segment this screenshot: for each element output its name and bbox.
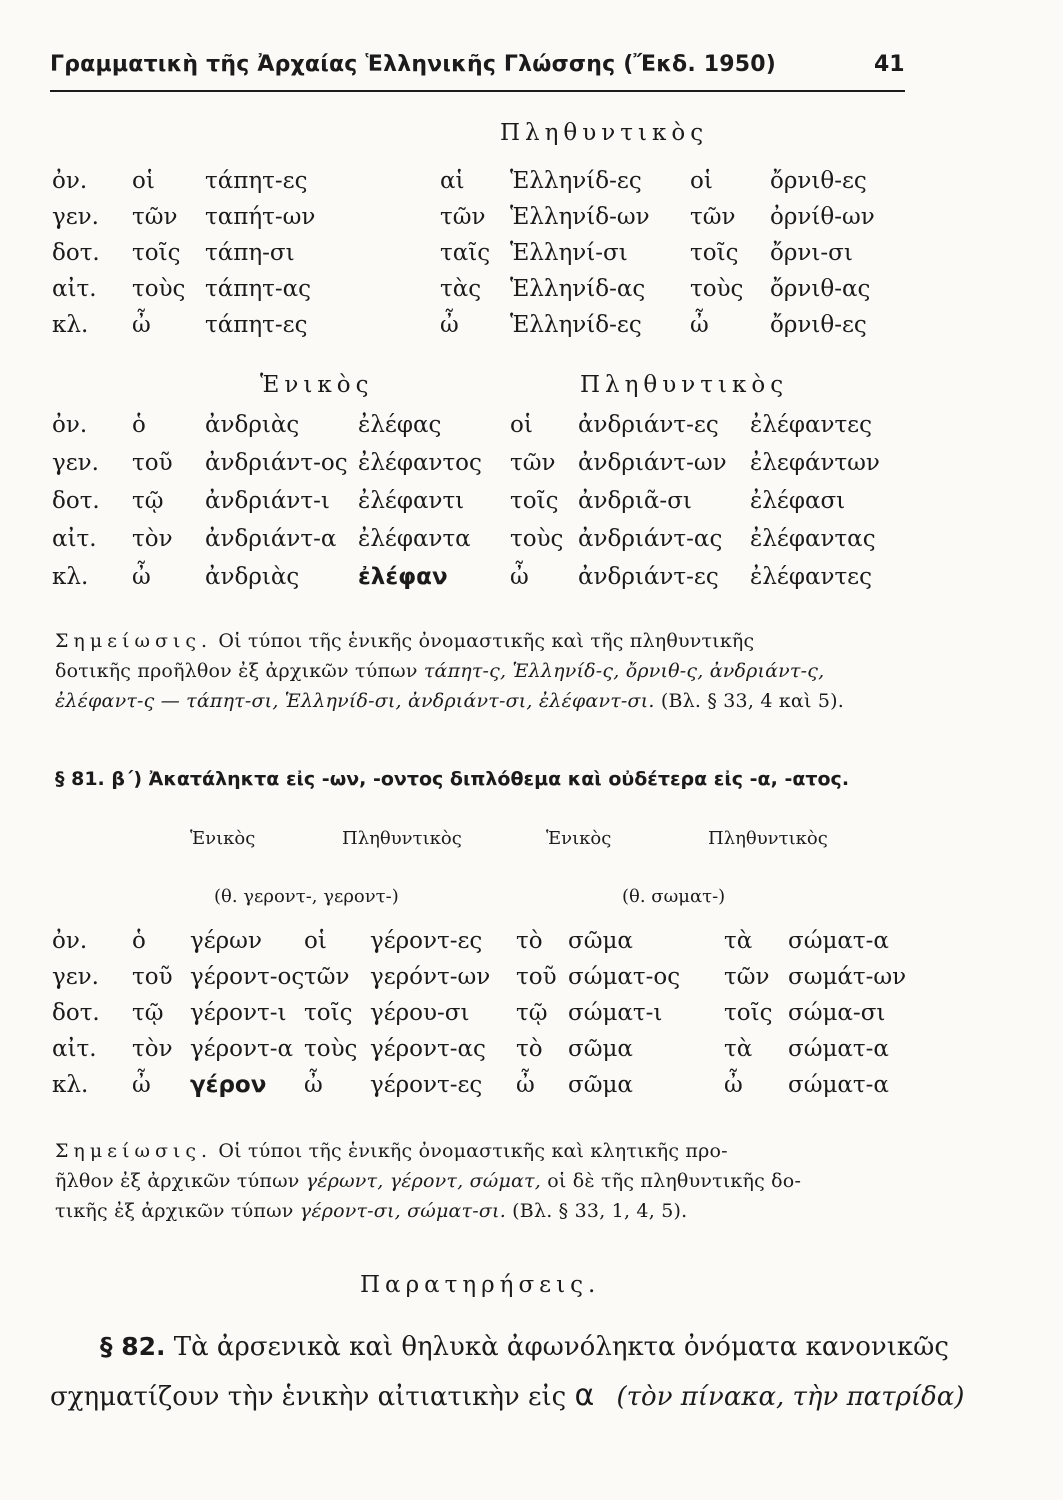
t3-cell: γερόντ-ων <box>370 964 491 990</box>
t2-cell: τῶν <box>510 450 556 476</box>
t1-cell: ὀρνίθ-ων <box>770 204 875 230</box>
table2-heading-plural: Πληθυντικὸς <box>580 372 789 398</box>
t2-cell: ὀν. <box>52 412 88 438</box>
running-header-title: Γραμματικὴ τῆς Ἀρχαίας Ἑλληνικῆς Γλώσσης (Ἔκδ. 1950) <box>50 52 777 77</box>
note2-line2 <box>55 1170 801 1192</box>
t3-cell: γέρου-σι <box>370 1000 470 1026</box>
t2-cell: ἀνδριάντ-ας <box>578 526 723 552</box>
t2-cell: ὦ <box>132 564 151 590</box>
table3-heading-4: Πληθυντικὸς <box>708 828 828 849</box>
t1-cell: τοῖς <box>690 240 739 266</box>
table3-heading-3: Ἑνικὸς <box>546 828 612 849</box>
header-rule <box>50 90 905 92</box>
t2-cell: ἀνδριάντ-ος <box>205 450 348 476</box>
t3-cell: γέρων <box>190 928 262 954</box>
t3-cell: τοῦ <box>516 964 557 990</box>
t1-cell: τῶν <box>132 204 178 230</box>
t3-cell: τοὺς <box>304 1036 358 1062</box>
t3-cell: σῶμα <box>568 928 633 954</box>
t3-cell: γέροντ-α <box>190 1036 294 1062</box>
t1-cell: τῶν <box>690 204 736 230</box>
note1-text1: Οἱ τύποι τῆς ἑνικῆς ὀνομαστικῆς καὶ τῆς πληθυντικῆς <box>218 630 755 652</box>
section-82-text2a: σχηματίζουν τὴν ἑνικὴν αἰτιατικὴν εἰς <box>50 1382 575 1412</box>
t3-cell: σώματ-ι <box>568 1000 663 1026</box>
t1-cell: δοτ. <box>52 240 100 266</box>
t2-cell: ἐλέφασι <box>750 488 846 514</box>
t3-cell: τὰ <box>724 928 753 954</box>
t1-cell: Ἑλληνίδ-ων <box>510 204 650 230</box>
t3-cell: γέροντ-ι <box>190 1000 287 1026</box>
t1-cell: γεν. <box>52 204 99 230</box>
t2-cell: ἐλέφαντος <box>358 450 482 476</box>
table2-heading-singular: Ἑνικὸς <box>260 372 374 398</box>
observations-heading: Παρατηρήσεις. <box>360 1272 601 1298</box>
t3-cell: οἱ <box>304 928 327 954</box>
t3-cell: σώματ-α <box>788 1072 889 1098</box>
note1-text2b: τάπητ-ς, Ἑλληνίδ-ς, ὄρνιθ-ς, ἀνδριάντ-ς, <box>423 660 825 682</box>
note2-line1 <box>55 1140 728 1162</box>
t1-cell: τάπητ-ες <box>205 168 308 194</box>
t2-cell: ἐλέφαντας <box>750 526 876 552</box>
note1-line2 <box>55 660 824 682</box>
t1-cell: τοῖς <box>132 240 181 266</box>
t2-cell: τῷ <box>132 488 164 514</box>
t3-cell: γέροντ-ος <box>190 964 305 990</box>
note2-text2b: γέρωντ, γέροντ, σώματ, <box>305 1170 541 1192</box>
table3-heading-1: Ἑνικὸς <box>190 828 256 849</box>
section-82-text1: Τὰ ἀρσενικὰ καὶ θηλυκὰ ἀφωνόληκτα ὀνόματα κανονικῶς <box>173 1332 949 1362</box>
t1-cell: ὦ <box>690 312 709 338</box>
t2-cell: ἀνδριάντ-ες <box>578 564 719 590</box>
t1-cell: τῶν <box>440 204 486 230</box>
t2-cell: οἱ <box>510 412 533 438</box>
t1-cell: αἱ <box>440 168 465 194</box>
note2-text2c: οἱ δὲ τῆς πληθυντικῆς δο- <box>541 1170 802 1192</box>
table3-theme-1: (θ. γεροντ-, γεροντ-) <box>214 886 399 907</box>
table3-heading-2: Πληθυντικὸς <box>342 828 462 849</box>
t3-cell: σωμάτ-ων <box>788 964 907 990</box>
t2-cell: ἐλέφαντες <box>750 564 872 590</box>
note2-text1: Οἱ τύποι τῆς ἑνικῆς ὀνομαστικῆς καὶ κλητικῆς προ- <box>218 1140 728 1162</box>
t1-cell: κλ. <box>52 312 89 338</box>
t2-cell: γεν. <box>52 450 99 476</box>
t1-cell: Ἑλληνίδ-ας <box>510 276 646 302</box>
t3-cell: τοῖς <box>724 1000 773 1026</box>
t1-cell: ὀν. <box>52 168 88 194</box>
t3-cell: σώματ-ος <box>568 964 681 990</box>
note1-text3a: ἐλέφαντ-ς — τάπητ-σι, Ἑλληνίδ-σι, ἀνδριάντ-σι, ἐλέφαντ-σι. <box>55 690 655 712</box>
t3-cell: τοῦ <box>132 964 173 990</box>
t1-cell: ὄρνιθ-ας <box>770 276 871 302</box>
t3-cell: γέροντ-ες <box>370 928 483 954</box>
note2-text3b: γέροντ-σι, σώματ-σι. <box>299 1200 506 1222</box>
t3-cell: τὸν <box>132 1036 173 1062</box>
t2-cell: ἀνδριὰς <box>205 564 300 590</box>
t1-cell: ὦ <box>132 312 151 338</box>
note1-text3b: (Βλ. § 33, 4 καὶ 5). <box>654 690 844 712</box>
note1-text2a: δοτικῆς προῆλθον ἐξ ἀρχικῶν τύπων <box>55 660 424 682</box>
note2-label: Σημείωσις. <box>55 1140 213 1162</box>
t2-cell: ἐλέφαν <box>358 564 448 590</box>
section-82-line2 <box>50 1378 964 1413</box>
t1-cell: οἱ <box>690 168 713 194</box>
section-82-number: § 82. <box>100 1332 166 1361</box>
t2-cell: ἀνδριάντ-ων <box>578 450 727 476</box>
t3-cell: τὸ <box>516 928 543 954</box>
t2-cell: ἀνδριάντ-ες <box>578 412 719 438</box>
t3-cell: τὸ <box>516 1036 543 1062</box>
t2-cell: ἀνδριὰς <box>205 412 300 438</box>
t3-cell: γέρον <box>190 1072 267 1098</box>
t3-cell: τοῖς <box>304 1000 353 1026</box>
t1-cell: ὄρνιθ-ες <box>770 312 867 338</box>
t2-cell: κλ. <box>52 564 89 590</box>
note2-text2a: ῆλθον ἐξ ἀρχικῶν τύπων <box>55 1170 306 1192</box>
t3-cell: τῷ <box>516 1000 548 1026</box>
t1-cell: τοὺς <box>690 276 744 302</box>
t3-cell: δοτ. <box>52 1000 100 1026</box>
t1-cell: οἱ <box>132 168 155 194</box>
t2-cell: τοῖς <box>510 488 559 514</box>
table1-heading: Πληθυντικὸς <box>500 120 709 146</box>
t3-cell: τῶν <box>304 964 350 990</box>
t3-cell: ὦ <box>304 1072 323 1098</box>
note1-line1 <box>55 630 754 652</box>
t3-cell: ὦ <box>132 1072 151 1098</box>
t1-cell: ταῖς <box>440 240 491 266</box>
t2-cell: ἀνδριᾶ-σι <box>578 488 692 514</box>
t2-cell: ἀνδριάντ-α <box>205 526 337 552</box>
t3-cell: ὁ <box>132 928 146 954</box>
t2-cell: τοῦ <box>132 450 173 476</box>
t3-cell: σώμα-σι <box>788 1000 886 1026</box>
t1-cell: τοὺς <box>132 276 186 302</box>
t3-cell: τῶν <box>724 964 770 990</box>
table3-theme-2: (θ. σωματ-) <box>622 886 726 907</box>
t3-cell: ὦ <box>516 1072 535 1098</box>
t1-cell: αἰτ. <box>52 276 97 302</box>
t1-cell: τὰς <box>440 276 482 302</box>
t1-cell: ταπήτ-ων <box>205 204 316 230</box>
t3-cell: σῶμα <box>568 1036 633 1062</box>
note2-text3a: τικῆς ἐξ ἀρχικῶν τύπων <box>55 1200 300 1222</box>
t2-cell: ὦ <box>510 564 529 590</box>
t1-cell: ὄρνιθ-ες <box>770 168 867 194</box>
t2-cell: δοτ. <box>52 488 100 514</box>
t3-cell: ὦ <box>724 1072 743 1098</box>
t3-cell: γεν. <box>52 964 99 990</box>
t2-cell: τοὺς <box>510 526 564 552</box>
section-82-text2c: (τὸν πίνακα, τὴν πατρίδα) <box>616 1382 965 1412</box>
t1-cell: τάπητ-ες <box>205 312 308 338</box>
note2-line3 <box>55 1200 687 1222</box>
section-82-line1 <box>100 1332 949 1362</box>
t2-cell: ἐλέφαντι <box>358 488 465 514</box>
t1-cell: τάπη-σι <box>205 240 295 266</box>
t3-cell: σώματ-α <box>788 1036 889 1062</box>
t3-cell: ὀν. <box>52 928 88 954</box>
t2-cell: ἐλέφαντες <box>750 412 872 438</box>
t2-cell: ὁ <box>132 412 146 438</box>
t2-cell: ἐλέφας <box>358 412 442 438</box>
t3-cell: γέροντ-ες <box>370 1072 483 1098</box>
t3-cell: σώματ-α <box>788 928 889 954</box>
t2-cell: ἐλεφάντων <box>750 450 880 476</box>
note1-line3 <box>55 690 844 712</box>
t3-cell: γέροντ-ας <box>370 1036 486 1062</box>
t3-cell: αἰτ. <box>52 1036 97 1062</box>
t1-cell: ὦ <box>440 312 459 338</box>
t2-cell: τὸν <box>132 526 173 552</box>
t1-cell: Ἑλληνί-σι <box>510 240 628 266</box>
t2-cell: αἰτ. <box>52 526 97 552</box>
t2-cell: ἀνδριάντ-ι <box>205 488 330 514</box>
section-82-text2b: α <box>574 1378 595 1413</box>
t1-cell: ὄρνι-σι <box>770 240 853 266</box>
t1-cell: Ἑλληνίδ-ες <box>510 168 642 194</box>
note2-text3c: (Βλ. § 33, 1, 4, 5). <box>505 1200 688 1222</box>
t3-cell: κλ. <box>52 1072 89 1098</box>
section-81-title: § 81. β΄) Ἀκατάληκτα εἰς -ων, -οντος διπλόθεμα καὶ οὐδέτερα εἰς -α, -ατος. <box>55 768 850 790</box>
note1-label: Σημείωσις. <box>55 630 213 652</box>
t2-cell: ἐλέφαντα <box>358 526 471 552</box>
t3-cell: τῷ <box>132 1000 164 1026</box>
page-number: 41 <box>874 52 905 77</box>
t1-cell: τάπητ-ας <box>205 276 312 302</box>
t3-cell: σῶμα <box>568 1072 633 1098</box>
t1-cell: Ἑλληνίδ-ες <box>510 312 642 338</box>
t3-cell: τὰ <box>724 1036 753 1062</box>
